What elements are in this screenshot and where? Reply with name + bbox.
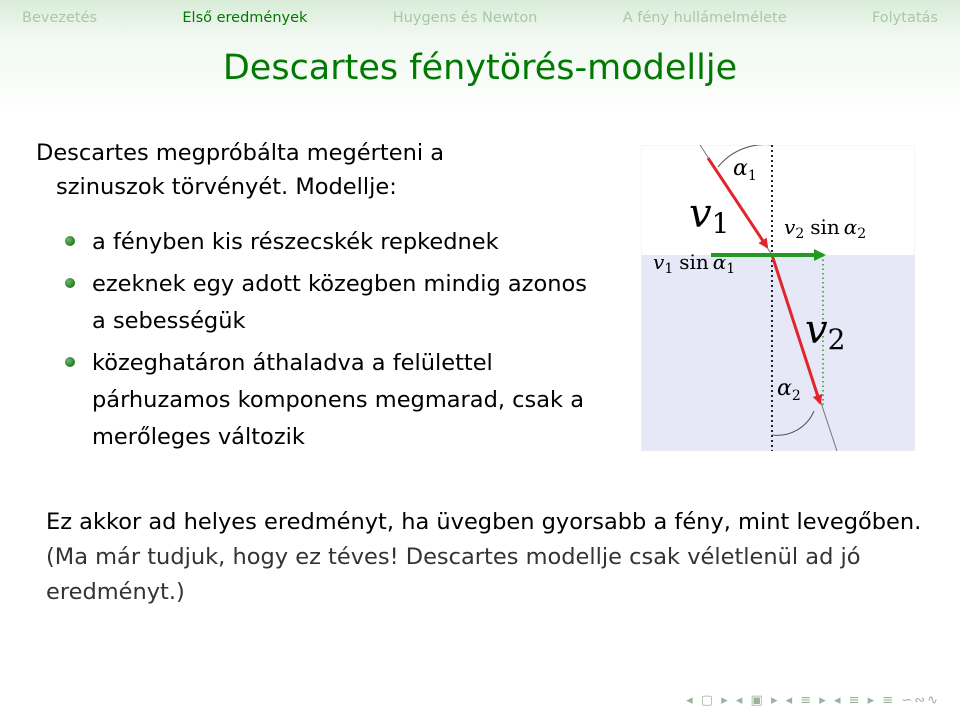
beamer-navigation-icons[interactable]: ◂ ▢ ▸ ◂ ▣ ▸ ◂ ≡ ▸ ◂ ≡ ▸ ≡ ∽∾∿ — [686, 693, 940, 708]
bullet-item — [60, 224, 590, 261]
bullet-item — [60, 266, 590, 340]
bullet-text: közeghatáron áthaladva a felülettel párhuzamos komponens megmarad, csak a merőleges változik — [92, 350, 585, 450]
bullet-text: ezeknek egy adott közegben mindig azonos a sebességük — [92, 271, 588, 334]
nav-item-elso-eredmenyek[interactable]: Első eredmények — [182, 10, 308, 26]
label-v2: v2 — [805, 307, 846, 356]
bullet-icon — [65, 357, 75, 367]
bullet-item — [60, 345, 590, 456]
label-alpha1: $\alpha_1$ — [733, 156, 757, 184]
nav-item-folytatas[interactable]: Folytatás — [871, 10, 938, 26]
bullet-icon — [65, 236, 75, 246]
section-navigation-bar — [0, 0, 960, 36]
historical-note: (Ma már tudjuk, hogy ez téves! Descartes modellje csak véletlenül ad jó eredményt.) — [46, 544, 861, 605]
label-v1: v1 — [689, 191, 730, 240]
nav-item-feny-hullamelmelete[interactable]: A fény hullámelmélete — [622, 10, 787, 26]
intro-text — [36, 136, 556, 204]
nav-item-bevezetes[interactable]: Bevezetés — [22, 10, 98, 26]
nav-item-huygens-es-newton[interactable]: Huygens és Newton — [392, 10, 538, 26]
slide-title: Descartes fénytörés-modellje — [222, 48, 738, 88]
label-alpha2: $\alpha_2$ — [777, 376, 801, 404]
conclusion-text: Ez akkor ad helyes eredményt, ha üvegben gyorsabb a fény, mint levegőben. — [46, 509, 922, 535]
conclusion-block — [46, 505, 926, 610]
intro-line-1: Descartes megpróbálta megérteni a — [36, 140, 445, 166]
bullet-icon — [65, 278, 75, 288]
lower-medium-region — [641, 255, 915, 451]
bullet-text: a fényben kis részecskék repkednek — [92, 229, 499, 255]
refraction-diagram — [641, 145, 915, 451]
label-v1-sin-alpha1: $v_1$ $\sin \alpha_1$ — [653, 250, 736, 277]
bullet-list — [60, 224, 590, 461]
intro-line-2: szinuszok törvényét. Modellje: — [56, 174, 397, 200]
upper-medium-region — [641, 145, 915, 255]
label-v2-sin-alpha2: $v_2$ $\sin \alpha_2$ — [784, 215, 867, 242]
